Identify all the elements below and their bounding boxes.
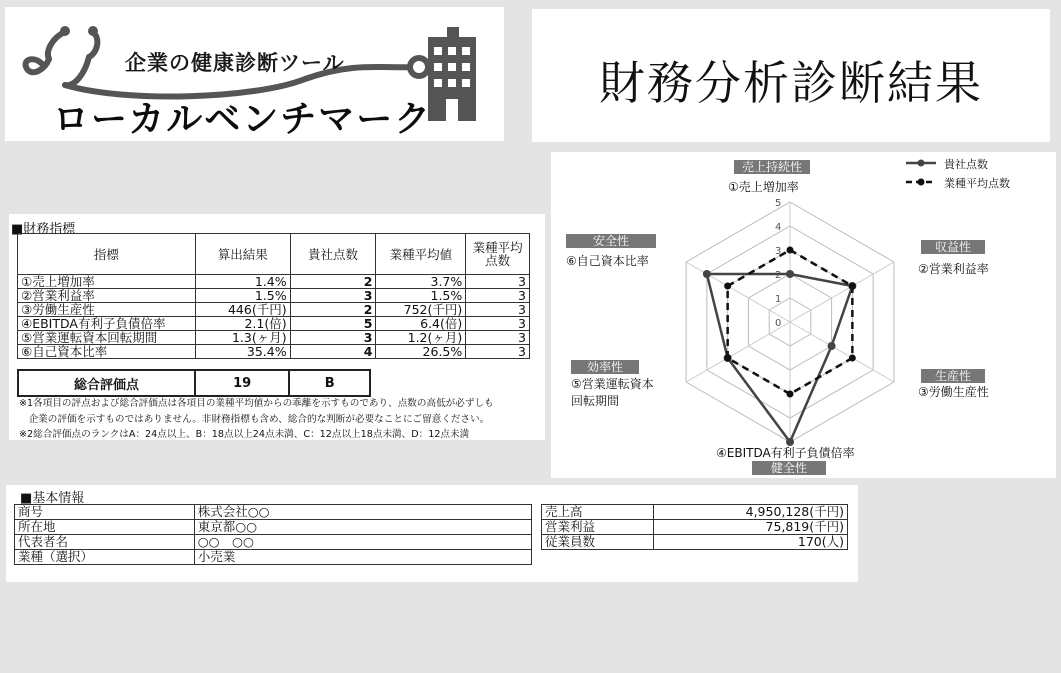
- financial-table: [17, 233, 530, 359]
- financial-panel: [9, 214, 545, 440]
- info-value: 東京都○○: [194, 520, 531, 535]
- radar-axis-label: ②営業利益率: [918, 262, 989, 276]
- radar-chart-panel: [551, 152, 1056, 478]
- note-line: 企業の評価を示すものではありません。非財務指標も含め、総合的な判断が必要なことにご留意ください。: [19, 413, 490, 425]
- page-title: 財務分析診断結果: [599, 56, 983, 110]
- col-header-avg: 業種平均値: [376, 234, 466, 275]
- financial-section-title: ■財務指標: [11, 222, 76, 237]
- radar-category-label: 安全性: [566, 234, 656, 248]
- info-value: 株式会社○○: [194, 505, 531, 520]
- company-score: 4: [290, 345, 376, 359]
- radar-category-label: 効率性: [571, 360, 639, 374]
- total-score-value: 19: [195, 370, 290, 396]
- industry-average-point: [787, 391, 794, 398]
- result-value: 2.1(倍): [195, 317, 290, 331]
- info-label: 業種（選択）: [15, 550, 195, 565]
- col-header-result: 算出結果: [195, 234, 290, 275]
- company-score: 3: [290, 331, 376, 345]
- total-score-table: [17, 369, 371, 397]
- industry-average-score: 3: [466, 345, 530, 359]
- table-row: [15, 550, 532, 565]
- basic-info-table-right: [541, 504, 848, 550]
- table-row: [18, 275, 530, 289]
- indicator-label: ②営業利益率: [18, 289, 196, 303]
- indicator-label: ③労働生産性: [18, 303, 196, 317]
- table-row: [18, 303, 530, 317]
- company-score: 2: [290, 275, 376, 289]
- info-value: 小売業: [194, 550, 531, 565]
- radar-axis-label: ⑤営業運転資本 回転期間: [571, 377, 654, 408]
- company-score-point: [828, 342, 836, 350]
- radar-category-label: 健全性: [752, 461, 826, 475]
- radar-chart: [551, 152, 1056, 478]
- col-header-indicator: 指標: [18, 234, 196, 275]
- table-row: [542, 520, 848, 535]
- radar-tick-label: 5: [775, 198, 782, 209]
- radar-category-label: 収益性: [921, 240, 985, 254]
- info-label: 営業利益: [542, 520, 654, 535]
- table-row: [18, 317, 530, 331]
- radar-spoke: [790, 322, 894, 382]
- info-value: 75,819(千円): [653, 520, 847, 535]
- basic-section-title: ■基本情報: [20, 491, 85, 506]
- radar-tick-label: 0: [775, 318, 782, 329]
- industry-average-point: [724, 283, 731, 290]
- chart-legend: [906, 160, 936, 186]
- industry-average-point: [724, 355, 731, 362]
- info-value: 4,950,128(千円): [653, 505, 847, 520]
- table-row: [542, 535, 848, 550]
- info-value: ○○ ○○: [194, 535, 531, 550]
- radar-tick-label: 4: [775, 222, 782, 233]
- building-icon: [428, 27, 476, 121]
- industry-average-score: 3: [466, 303, 530, 317]
- result-value: 446(千円): [195, 303, 290, 317]
- table-row: [15, 505, 532, 520]
- indicator-label: ⑤営業運転資本回転期間: [18, 331, 196, 345]
- basic-info-table-left: [14, 504, 532, 565]
- legend-company: 貴社点数: [944, 158, 988, 171]
- company-score-point: [703, 270, 711, 278]
- radar-axis-label: ③労働生産性: [918, 385, 989, 399]
- radar-category-label: 売上持続性: [734, 160, 810, 174]
- industry-average-score: 3: [466, 317, 530, 331]
- radar-tick-label: 2: [775, 270, 782, 281]
- result-value: 1.3(ヶ月): [195, 331, 290, 345]
- table-row: [18, 345, 530, 359]
- indicator-label: ①売上増加率: [18, 275, 196, 289]
- basic-info-panel: [6, 485, 858, 582]
- col-header-score: 貴社点数: [290, 234, 376, 275]
- col-header-avg-score: 業種平均 点数: [466, 234, 530, 275]
- note-line: ※2総合評価点のランクはA：24点以上、B：18点以上24点未満、C：12点以上18点未満、D：12点未満: [19, 429, 470, 440]
- industry-average: 1.5%: [376, 289, 466, 303]
- total-score-label: 総合評価点: [18, 370, 195, 396]
- info-label: 売上高: [542, 505, 654, 520]
- industry-average-score: 3: [466, 275, 530, 289]
- industry-average-score: 3: [466, 331, 530, 345]
- info-label: 代表者名: [15, 535, 195, 550]
- info-label: 商号: [15, 505, 195, 520]
- result-value: 1.4%: [195, 275, 290, 289]
- financial-table-header: [18, 234, 530, 275]
- info-label: 従業員数: [542, 535, 654, 550]
- industry-average: 1.2(ヶ月): [376, 331, 466, 345]
- indicator-label: ⑥自己資本比率: [18, 345, 196, 359]
- note-line: ※1各項目の評点および総合評価点は各項目の業種平均値からの乖離を示すものであり、点数の高低が必ずしも: [19, 398, 494, 409]
- company-score: 3: [290, 289, 376, 303]
- result-value: 1.5%: [195, 289, 290, 303]
- radar-tick-label: 1: [775, 294, 782, 305]
- industry-average-point: [849, 355, 856, 362]
- table-row: [542, 505, 848, 520]
- industry-average: 6.4(倍): [376, 317, 466, 331]
- industry-average: 26.5%: [376, 345, 466, 359]
- radar-axis-label: ⑥自己資本比率: [566, 254, 649, 268]
- radar-axis-label: ④EBITDA有利子負債倍率: [716, 446, 855, 460]
- total-score-rank: B: [289, 370, 370, 396]
- industry-average-point: [849, 283, 856, 290]
- legend-industry: 業種平均点数: [944, 177, 1010, 190]
- result-value: 35.4%: [195, 345, 290, 359]
- logo-panel: [5, 7, 504, 141]
- table-row: [15, 520, 532, 535]
- industry-average-point: [787, 247, 794, 254]
- radar-axis-label: ①売上増加率: [728, 180, 799, 194]
- company-score: 5: [290, 317, 376, 331]
- company-score-point: [786, 270, 794, 278]
- table-row: [18, 289, 530, 303]
- radar-tick-label: 3: [775, 246, 782, 257]
- indicator-label: ④EBITDA有利子負債倍率: [18, 317, 196, 331]
- title-panel: [532, 9, 1050, 142]
- industry-average: 3.7%: [376, 275, 466, 289]
- tool-name: 企業の健康診断ツール: [125, 51, 345, 75]
- industry-average: 752(千円): [376, 303, 466, 317]
- table-row: [18, 331, 530, 345]
- industry-average-score: 3: [466, 289, 530, 303]
- brand-name: ローカルベンチマーク: [53, 99, 433, 140]
- info-value: 170(人): [653, 535, 847, 550]
- company-score: 2: [290, 303, 376, 317]
- financial-notes: [19, 396, 494, 443]
- table-row: [15, 535, 532, 550]
- info-label: 所在地: [15, 520, 195, 535]
- radar-category-label: 生産性: [921, 369, 985, 383]
